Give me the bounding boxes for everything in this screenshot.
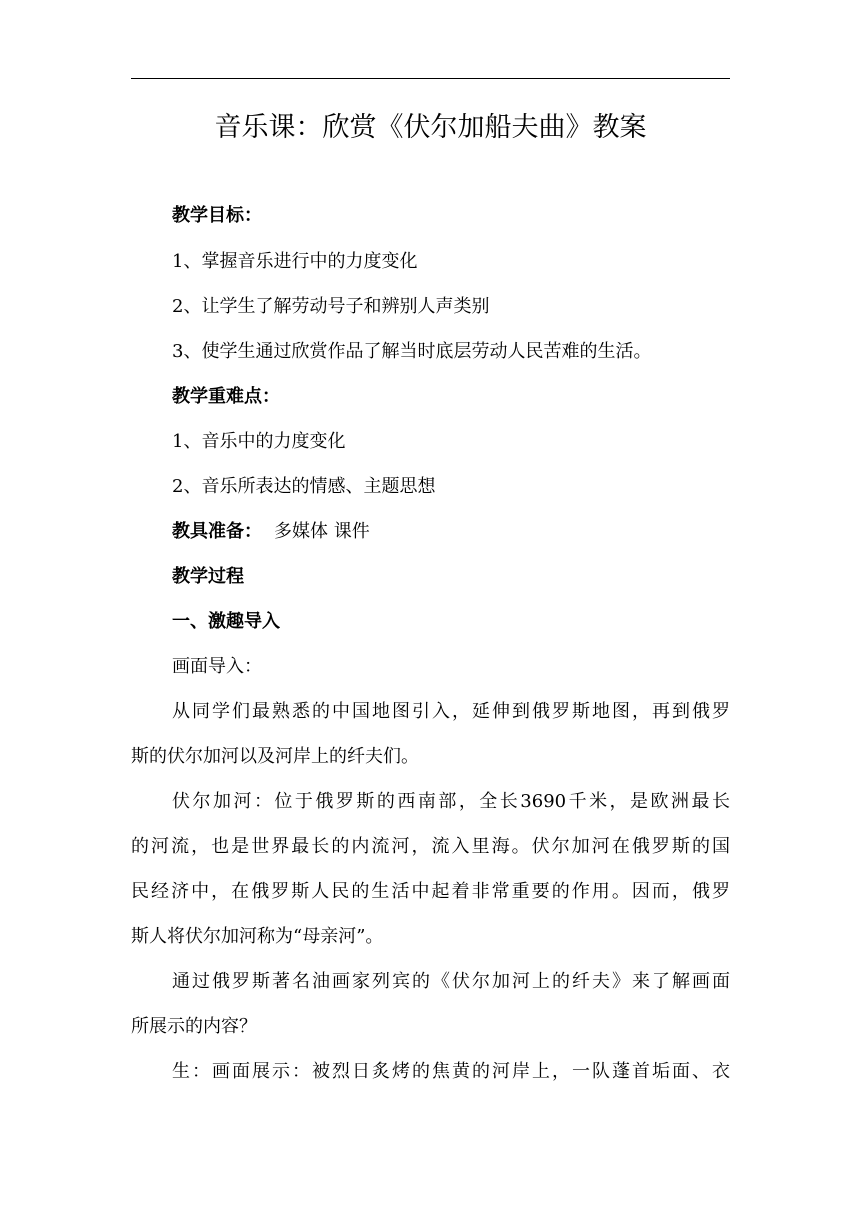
process-heading: 教学过程 [172,566,244,587]
paragraph-line: 生：画面展示：被烈日炙烤的焦黄的河岸上，一队蓬首垢面、衣 [172,1061,730,1082]
paragraph-line: 斯的伏尔加河以及河岸上的纤夫们。 [131,746,419,767]
objective-item: 2、让学生了解劳动号子和辨别人声类别 [172,296,490,317]
paragraph-line: 民经济中，在俄罗斯人民的生活中起着非常重要的作用。因而，俄罗 [131,881,730,902]
page-title: 音乐课：欣赏《伏尔加船夫曲》教案 [214,112,647,143]
key-point-item: 1、音乐中的力度变化 [172,431,346,452]
paragraph-line: 斯人将伏尔加河称为“母亲河”。 [131,926,384,947]
objectives-heading: 教学目标： [172,205,262,226]
paragraph-line: 所展示的内容？ [131,1016,257,1037]
materials-label: 教具准备： [172,521,262,542]
header-rule [131,78,730,79]
key-point-item: 2、音乐所表达的情感、主题思想 [172,476,436,497]
materials-line [172,519,370,545]
paragraph-line: 通过俄罗斯著名油画家列宾的《伏尔加河上的纤夫》来了解画面 [172,971,730,992]
section-heading: 一、激趣导入 [172,611,280,632]
intro-label: 画面导入： [172,656,262,677]
key-points-heading: 教学重难点： [172,386,280,407]
objective-item: 1、掌握音乐进行中的力度变化 [172,251,418,272]
objective-item: 3、使学生通过欣赏作品了解当时底层劳动人民苦难的生活。 [172,341,652,362]
paragraph-line: 从同学们最熟悉的中国地图引入，延伸到俄罗斯地图，再到俄罗 [172,701,730,722]
materials-value: 多媒体 课件 [274,521,370,542]
paragraph-line: 的河流，也是世界最长的内流河，流入里海。伏尔加河在俄罗斯的国 [131,836,730,857]
paragraph-line: 伏尔加河：位于俄罗斯的西南部，全长3690千米，是欧洲最长 [172,791,730,812]
